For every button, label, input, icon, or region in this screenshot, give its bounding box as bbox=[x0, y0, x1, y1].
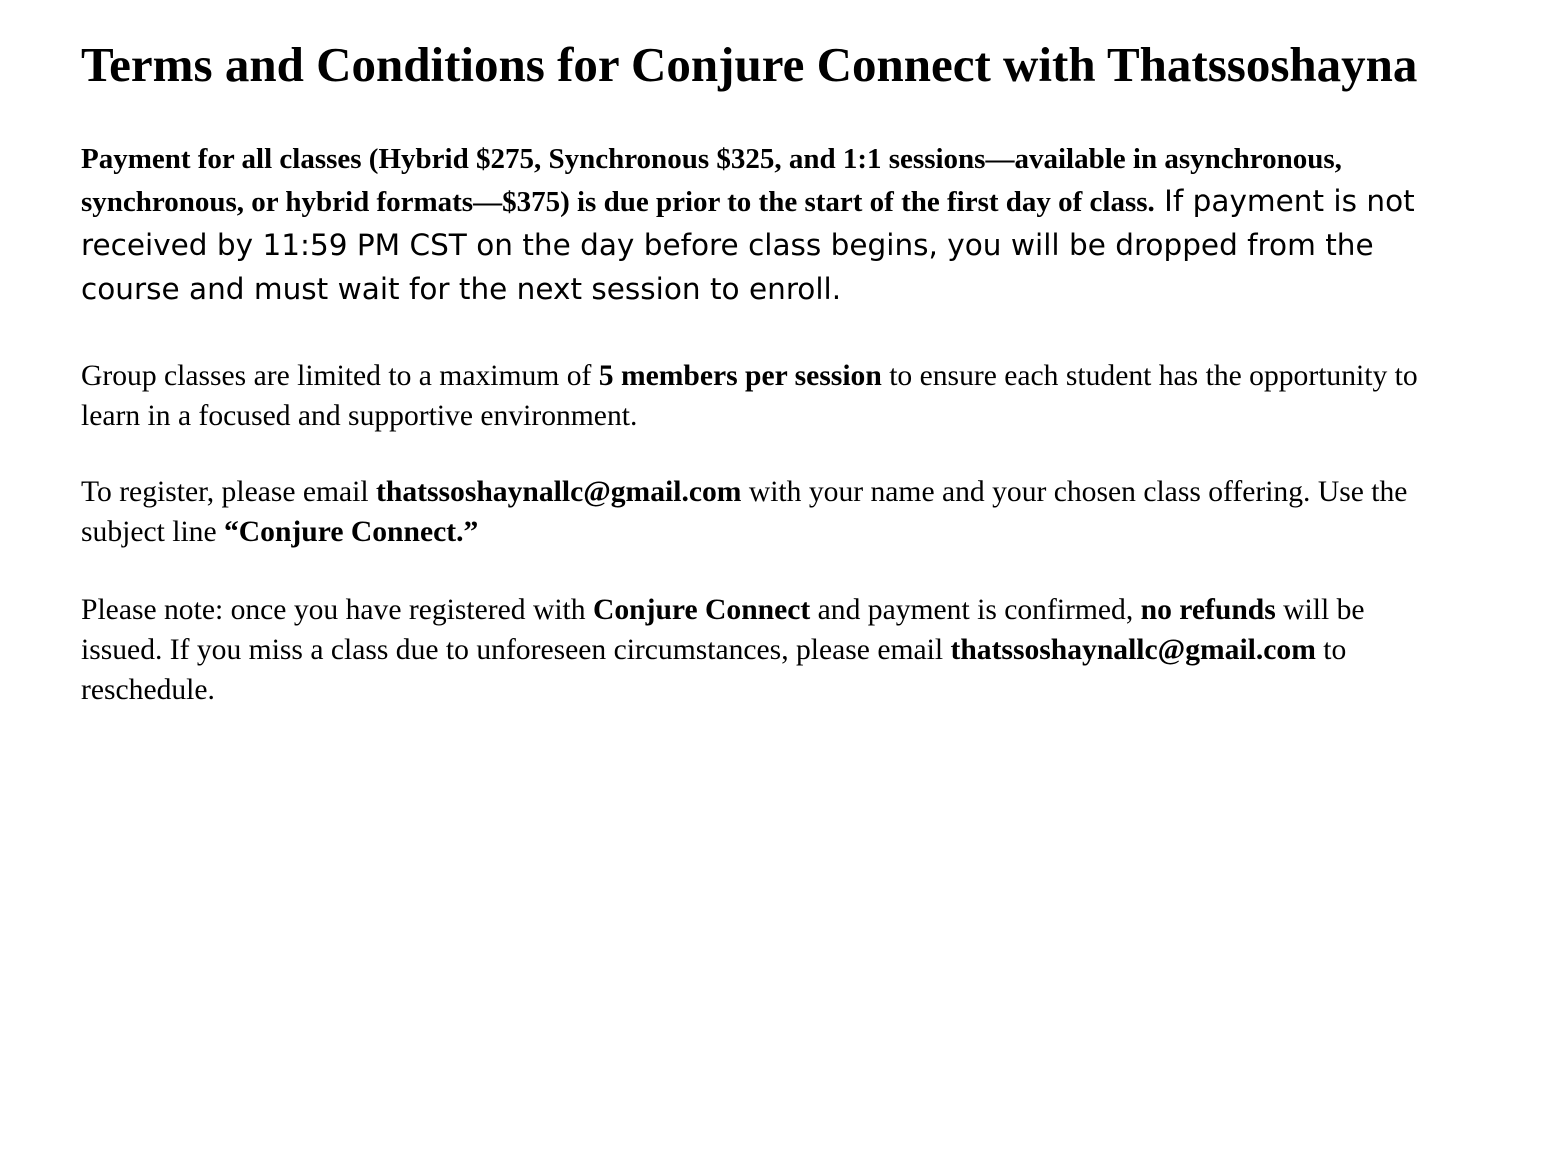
page-title: Terms and Conditions for Conjure Connect with Thatssoshayna bbox=[81, 37, 1418, 92]
note-brand: Conjure Connect bbox=[592, 594, 811, 626]
group-size-paragraph bbox=[81, 356, 1421, 436]
note-email: thatssoshaynallc@gmail.com bbox=[950, 634, 1316, 666]
register-subject-line: “Conjure Connect.” bbox=[224, 516, 479, 548]
register-email: thatssoshaynallc@gmail.com bbox=[376, 476, 742, 508]
registration-paragraph bbox=[81, 472, 1421, 552]
payment-terms-bold: Payment for all classes (Hybrid $275, Synchronous $325, and 1:1 sessions—available in asynchronous, synchronous, or hybrid formats—$375) is due prior to the start of the first day of class. bbox=[81, 143, 1342, 218]
register-text-before: To register, please email bbox=[81, 476, 377, 508]
payment-deadline-text: If payment is not received by 11:59 PM CST on the day before class begins, you will be dropped from the course and must wait for the next session to enroll. bbox=[81, 184, 1415, 306]
refund-policy-paragraph bbox=[81, 590, 1421, 710]
group-text-before: Group classes are limited to a maximum of bbox=[81, 360, 599, 392]
note-text-1: Please note: once you have registered with bbox=[81, 594, 593, 626]
group-text-after: to ensure each student has the opportunity to learn in a focused and supportive environment. bbox=[81, 360, 1418, 432]
note-text-3: will be issued. If you miss a class due to unforeseen circumstances, please email bbox=[81, 594, 1365, 666]
payment-paragraph bbox=[81, 139, 1421, 311]
register-text-middle: with your name and your chosen class offering. Use the subject line bbox=[81, 476, 1408, 548]
document-page bbox=[81, 34, 1421, 710]
note-no-refunds: no refunds bbox=[1140, 594, 1276, 626]
note-text-2: and payment is confirmed, bbox=[810, 594, 1141, 626]
group-limit-bold: 5 members per session bbox=[598, 360, 882, 392]
note-text-4: to reschedule. bbox=[81, 634, 1347, 706]
